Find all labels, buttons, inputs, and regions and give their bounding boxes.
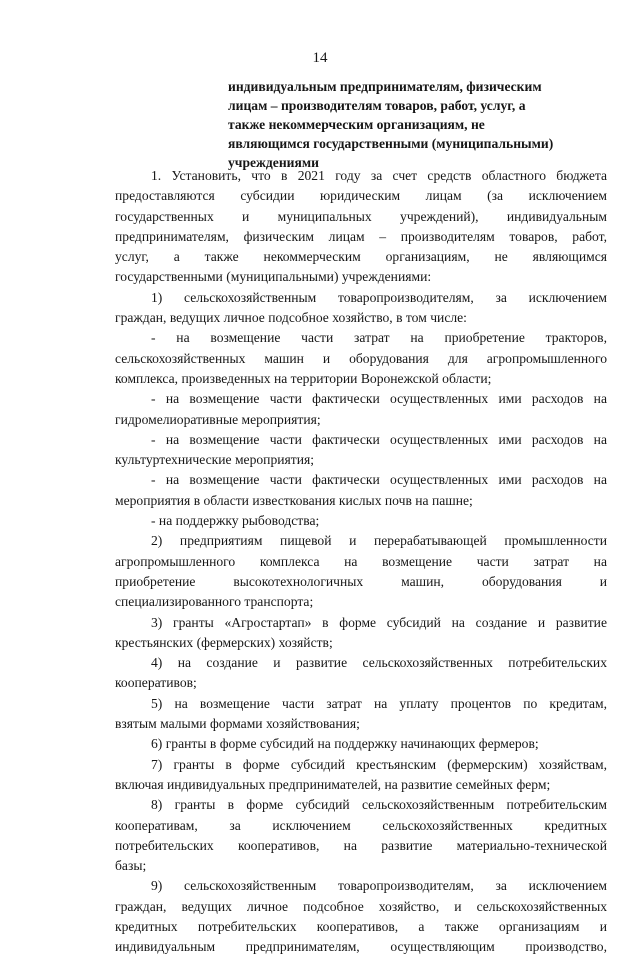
body-text-line: граждан, ведущих личное подсобное хозяйство, в том числе:	[115, 310, 467, 326]
heading-line: индивидуальным предпринимателям, физическим	[228, 79, 542, 94]
body-text-line: агропромышленного комплекса на возмещение части затрат на	[115, 553, 607, 569]
body-text-line: индивидуальным предпринимателям, осуществляющим производство,	[115, 939, 607, 955]
body-text-line: - на возмещение части затрат на приобретение тракторов,	[151, 330, 607, 346]
heading-line: лицам – производителям товаров, работ, услуг, а	[228, 98, 526, 113]
body-text-line: сельскохозяйственных машин и оборудования для агропромышленного	[115, 350, 607, 366]
section-heading	[228, 77, 608, 172]
body-text-line: гидромелиоративные мероприятия;	[115, 411, 321, 427]
body-text-line: 1) сельскохозяйственным товаропроизводителям, за исключением	[151, 289, 607, 305]
body-text-line: 3) гранты «Агростартап» в форме субсидий на создание и развитие	[151, 614, 607, 630]
body-text-line: государственными (муниципальными) учреждениями:	[115, 269, 432, 285]
body-text-line: взятым малыми формами хозяйствования;	[115, 716, 360, 732]
body-text-line: кредитных потребительских кооперативов, а также организациям и	[115, 918, 607, 934]
heading-line: учреждениями	[228, 155, 319, 170]
body-text-line: потребительских кооперативов, на развитие материально-технической	[115, 837, 607, 853]
body-text-line: граждан, ведущих личное подсобное хозяйство, и сельскохозяйственных	[115, 898, 607, 914]
body-text-line: кооперативам, за исключением сельскохозяйственных кредитных	[115, 817, 607, 833]
body-text-line: кооперативов;	[115, 675, 197, 691]
body-text-line: 6) гранты в форме субсидий на поддержку начинающих фермеров;	[151, 736, 539, 752]
heading-line: являющимся государственными (муниципальными)	[228, 136, 554, 151]
body-text-line: 5) на возмещение части затрат на уплату процентов по кредитам,	[151, 695, 607, 711]
body-text-line: 8) гранты в форме субсидий сельскохозяйственным потребительским	[151, 797, 607, 813]
heading-line: также некоммерческим организациям, не	[228, 117, 485, 132]
body-text-line: специализированного транспорта;	[115, 594, 314, 610]
body-text-line: 2) предприятиям пищевой и перерабатывающей промышленности	[151, 533, 607, 549]
body-text-line: предпринимателям, физическим лицам – производителям товаров, работ,	[115, 228, 607, 244]
body-text-line: - на возмещение части фактически осуществленных ими расходов на	[151, 472, 607, 488]
body-text-line: мероприятия в области известкования кислых почв на пашне;	[115, 492, 473, 508]
body-text-line: культуртехнические мероприятия;	[115, 452, 315, 468]
body-text-line: 1. Установить, что в 2021 году за счет средств областного бюджета	[151, 168, 607, 183]
body-text-line: предоставляются субсидии юридическим лицам (за исключением	[115, 188, 607, 204]
body-text-line: базы;	[115, 858, 147, 874]
body-text-line: 4) на создание и развитие сельскохозяйственных потребительских	[151, 655, 607, 671]
body-text-line: приобретение высокотехнологичных машин, оборудования и	[115, 573, 607, 589]
document-body	[115, 166, 607, 958]
body-text-line: включая индивидуальных предпринимателей, на развитие семейных ферм;	[115, 776, 551, 792]
body-text-line: 9) сельскохозяйственным товаропроизводителям, за исключением	[151, 878, 607, 894]
body-text-line: 7) гранты в форме субсидий крестьянским (фермерским) хозяйствам,	[151, 756, 607, 772]
body-text-line: - на возмещение части фактически осуществленных ими расходов на	[151, 391, 607, 407]
body-text-line: крестьянских (фермерских) хозяйств;	[115, 634, 333, 650]
body-text-line: услуг, а также некоммерческим организациям, не являющимся	[115, 249, 607, 265]
body-text-line: комплекса, произведенных на территории Воронежской области;	[115, 370, 492, 386]
body-text-line: - на поддержку рыбоводства;	[151, 513, 320, 529]
body-text-line: - на возмещение части фактически осуществленных ими расходов на	[151, 431, 607, 447]
page-number: 14	[312, 50, 328, 66]
body-text-line: государственных и муниципальных учреждений), индивидуальным	[115, 208, 607, 224]
